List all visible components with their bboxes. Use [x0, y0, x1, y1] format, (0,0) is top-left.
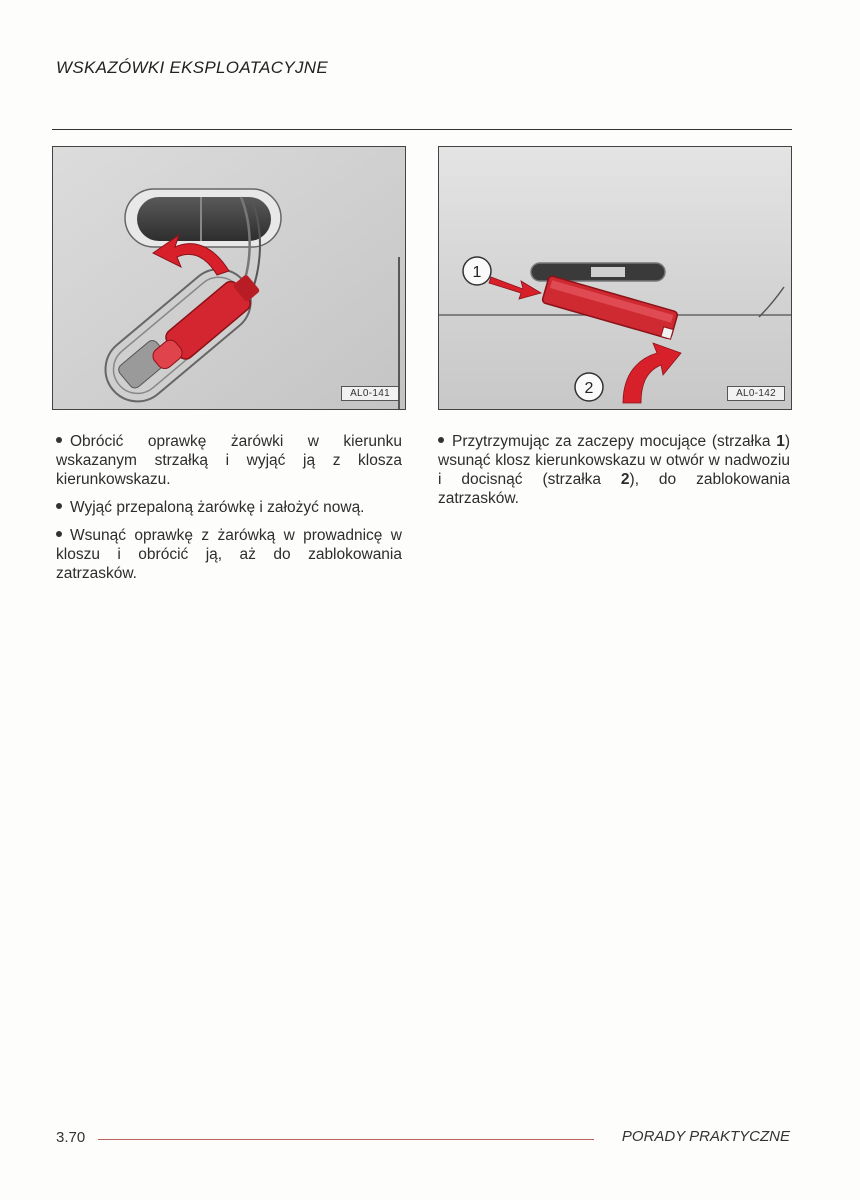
instruction-item: Przytrzymując za zaczepy mocujące (strzałka 1) wsunąć klosz kierunkowskazu w otwór w nadwoziu i docisnąć (strzałka 2), do zablokowania zatrzasków. — [438, 433, 790, 507]
instruction-item: Wsunąć oprawkę z żarówką w prowadnicę w kloszu i obrócić ją, aż do zablokowania zatrzasków. — [56, 527, 402, 582]
bullet-icon — [56, 531, 62, 537]
callout-2-label: 2 — [584, 380, 594, 397]
footer-section-title: PORADY PRAKTYCZNE — [621, 1128, 790, 1145]
page-number: 3.70 — [56, 1129, 86, 1146]
callout-1-label: 1 — [472, 264, 482, 281]
right-column-instructions — [438, 432, 790, 517]
figure-code: AL0-141 — [341, 386, 399, 401]
bulb-holder-illustration — [53, 147, 405, 409]
bullet-icon — [56, 437, 62, 443]
instruction-item: Obrócić oprawkę żarówki w kierunku wskazanym strzałką i wyjąć ją z klosza kierunkowskazu. — [56, 433, 402, 488]
figure-code: AL0-142 — [727, 386, 785, 401]
instruction-item: Wyjąć przepaloną żarówkę i założyć nową. — [56, 498, 402, 517]
left-column-instructions — [56, 432, 402, 592]
page-header-title: WSKAZÓWKI EKSPLOATACYJNE — [56, 58, 329, 77]
header-divider — [52, 129, 792, 130]
bullet-icon — [438, 437, 444, 443]
figure-bulb-holder — [52, 146, 406, 410]
figure-lens-insert — [438, 146, 792, 410]
bullet-icon — [56, 503, 62, 509]
lens-insert-illustration — [439, 147, 791, 409]
footer-divider — [98, 1139, 594, 1140]
